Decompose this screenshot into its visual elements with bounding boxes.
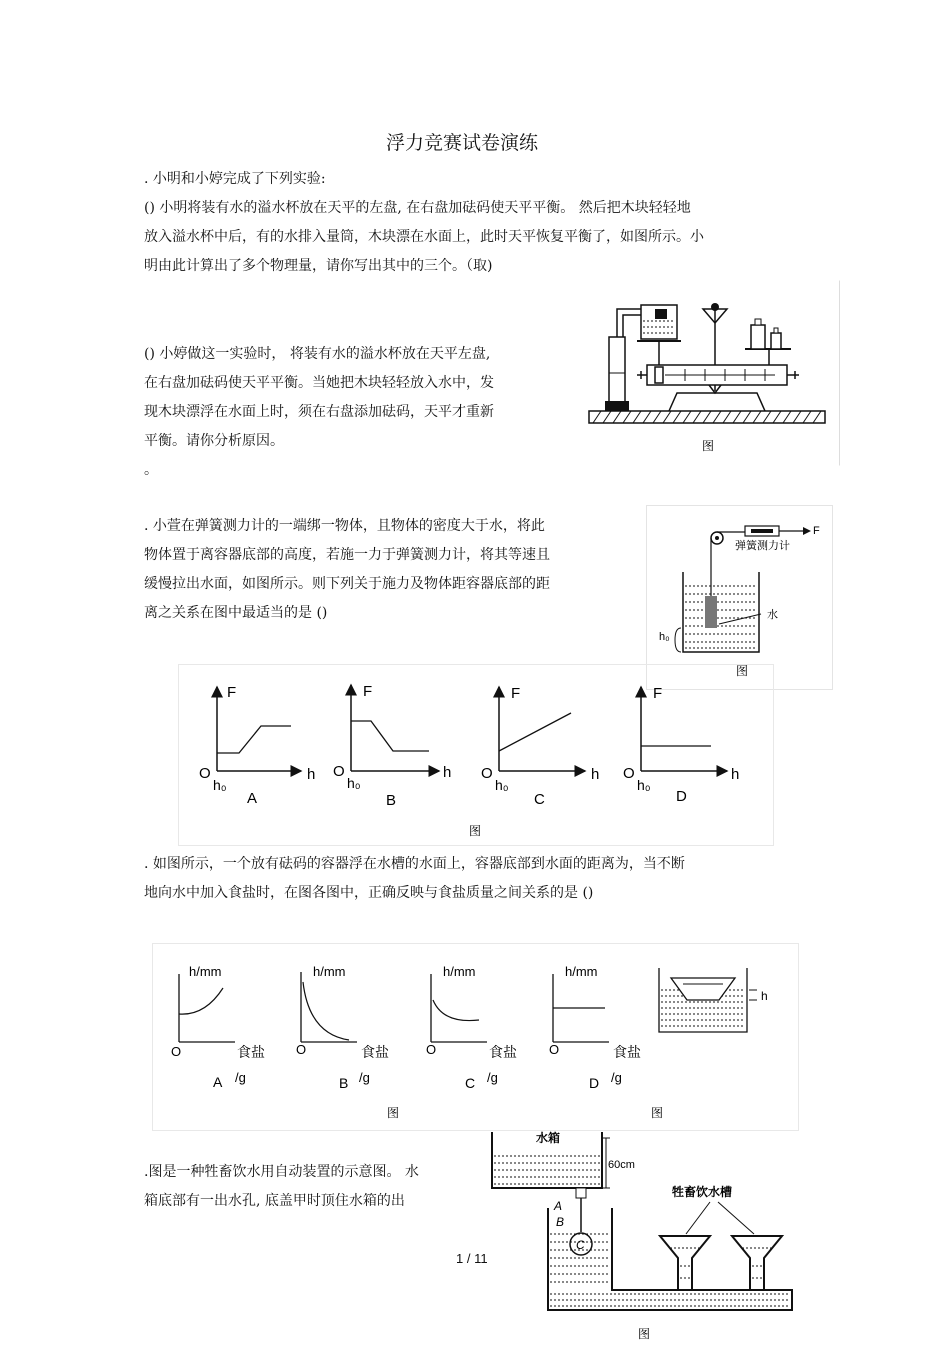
salt-graphs-figure	[152, 943, 799, 1131]
text-line: . 如图所示，一个放有砝码的容器浮在水槽的水面上，容器底部到水面的距离为，当不断	[144, 856, 685, 872]
option-label: D	[676, 788, 687, 805]
text-line: 箱底部有一出水孔, 底盖甲时顶住水箱的出	[144, 1193, 405, 1209]
graph-b	[333, 683, 451, 809]
page-number: 1 / 11	[456, 1251, 488, 1266]
force-graphs	[179, 665, 773, 845]
origin-label: O	[171, 1044, 182, 1059]
question-3-text	[144, 850, 685, 908]
page-title: 浮力竞赛试卷演练	[386, 132, 539, 154]
tank-diagram	[659, 968, 768, 1032]
question-1-text	[144, 165, 704, 281]
y-axis-label: h/mm	[189, 964, 222, 979]
y-axis-label: h/mm	[565, 964, 598, 979]
origin-label: O	[333, 763, 345, 780]
force-label: F	[813, 525, 820, 537]
y-axis-label: h/mm	[313, 964, 346, 979]
text-line: 地向水中加入食盐时，在图各图中，正确反映与食盐质量之间关系的是 ()	[144, 885, 594, 901]
h0-label: h₀	[637, 777, 651, 793]
tank-label: 水箱	[536, 1131, 561, 1145]
text-line: () 小明将装有水的溢水杯放在天平的左盘, 在右盘加砝码使天平平衡。 然后把木块轻轻地	[144, 200, 691, 216]
y-axis-label: F	[363, 683, 373, 700]
height-label: 60cm	[608, 1159, 635, 1171]
salt-graphs	[153, 944, 798, 1130]
graph-c	[426, 964, 517, 1091]
unit-label: /g	[359, 1070, 370, 1085]
x-axis-label: h	[307, 766, 316, 783]
option-label: B	[386, 792, 397, 809]
figure-caption: 图	[638, 1327, 651, 1341]
spring-scale-label: 弹簧测力计	[735, 540, 790, 552]
origin-label: O	[426, 1042, 437, 1057]
graph-d	[623, 685, 739, 805]
water-trough-figure	[486, 1126, 800, 1345]
y-axis-label: F	[227, 684, 237, 701]
x-axis-label: 食盐	[237, 1044, 265, 1060]
x-axis-label: h	[443, 764, 452, 781]
spring-scale-diagram	[647, 506, 832, 689]
unit-label: /g	[611, 1070, 622, 1085]
text-line: .图是一种牲畜饮水用自动装置的示意图。 水	[144, 1164, 419, 1180]
graph-c	[481, 685, 599, 808]
label-b: B	[556, 1215, 565, 1229]
y-axis-label: F	[653, 685, 663, 702]
figure-caption: 图	[702, 439, 715, 453]
balance-diagram	[585, 281, 839, 465]
origin-label: O	[199, 765, 211, 782]
y-axis-label: h/mm	[443, 964, 476, 979]
water-trough-diagram	[486, 1126, 800, 1345]
x-axis-label: 食盐	[489, 1044, 517, 1060]
x-axis-label: 食盐	[361, 1044, 389, 1060]
graph-b	[296, 964, 389, 1091]
origin-label: O	[623, 765, 635, 782]
x-axis-label: h	[731, 766, 740, 783]
force-graphs-figure	[178, 664, 774, 846]
option-label: C	[534, 791, 545, 808]
h0-label: h₀	[495, 777, 509, 793]
option-label: A	[247, 790, 258, 807]
end-mark: 。	[144, 462, 158, 478]
text-line: 物体置于离容器底部的高度，若施一力于弹簧测力计，将其等速且	[144, 547, 550, 563]
unit-label: /g	[235, 1070, 246, 1085]
h0-label: h₀	[347, 775, 361, 791]
question-2-text	[144, 512, 550, 628]
text-line: 在右盘加砝码使天平平衡。当她把木块轻轻放入水中，发	[144, 375, 494, 391]
spring-scale-figure	[646, 505, 833, 690]
text-line: () 小婷做这一实验时， 将装有水的溢水杯放在天平左盘,	[144, 346, 491, 362]
unit-label: /g	[487, 1070, 498, 1085]
h0-label: h₀	[659, 631, 670, 643]
text-line: 现木块漂浮在水面上时，须在右盘添加砝码，天平才重新	[144, 404, 494, 420]
figure-caption: 图	[651, 1106, 664, 1120]
graph-a	[199, 684, 315, 807]
trough-label: 牲畜饮水槽	[672, 1185, 733, 1199]
text-line: . 小萱在弹簧测力计的一端绑一物体，且物体的密度大于水，将此	[144, 518, 545, 534]
graph-d	[549, 964, 641, 1091]
text-line: 平衡。请你分析原因。	[144, 433, 284, 449]
balance-figure	[584, 280, 840, 466]
h0-label: h₀	[213, 777, 227, 793]
text-line: 明由此计算出了多个物理量，请你写出其中的三个。（取)	[144, 258, 493, 274]
origin-label: O	[549, 1042, 560, 1057]
option-label: B	[339, 1075, 349, 1091]
option-label: A	[213, 1074, 223, 1090]
water-label: 水	[767, 609, 778, 621]
figure-caption: 图	[736, 664, 749, 678]
graph-a	[171, 964, 265, 1090]
origin-label: O	[296, 1042, 307, 1057]
option-label: D	[589, 1075, 600, 1091]
question-4-text	[144, 1158, 419, 1216]
option-label: C	[465, 1075, 476, 1091]
text-line: 离之关系在图中最适当的是 ()	[144, 605, 328, 621]
text-line: 缓慢拉出水面，如图所示。则下列关于施力及物体距容器底部的距	[144, 576, 550, 592]
text-line: . 小明和小婷完成了下列实验:	[144, 171, 326, 187]
question-1-part-2	[144, 340, 494, 456]
y-axis-label: F	[511, 685, 521, 702]
x-axis-label: h	[591, 766, 600, 783]
label-a: A	[554, 1199, 563, 1213]
label-c: C	[576, 1238, 585, 1252]
figure-caption: 图	[387, 1106, 400, 1120]
origin-label: O	[481, 765, 493, 782]
figure-caption: 图	[469, 824, 482, 838]
text-line: 放入溢水杯中后，有的水排入量筒，木块漂在水面上，此时天平恢复平衡了，如图所示。小	[144, 229, 704, 245]
x-axis-label: 食盐	[613, 1044, 641, 1060]
h-label: h	[761, 989, 768, 1003]
